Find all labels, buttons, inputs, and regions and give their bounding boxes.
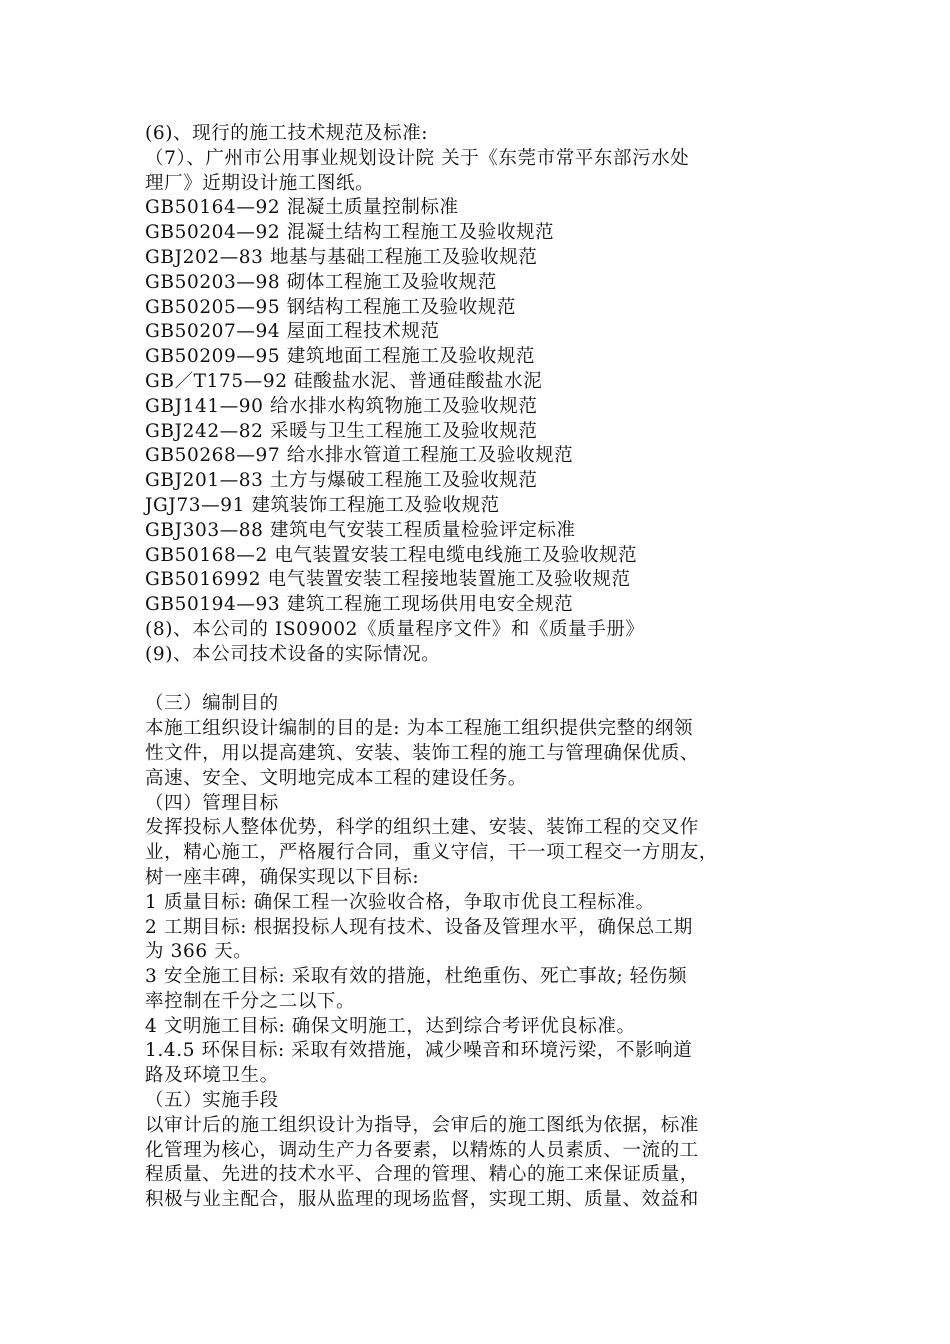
standard-line-11: GB50268—97 给水排水管道工程施工及验收规范 xyxy=(145,445,574,467)
goal-line: 4 文明施工目标: 确保文明施工，达到综合考评优良标准。 xyxy=(145,1015,636,1037)
paragraph-line: 积极与业主配合，服从监理的现场监督，实现工期、质量、效益和 xyxy=(145,1189,699,1211)
paragraph-line: 本施工组织设计编制的目的是: 为本工程施工组织提供完整的纲领 xyxy=(145,718,694,740)
standard-line-10: GBJ242—82 采暖与卫生工程施工及验收规范 xyxy=(145,420,538,442)
section-heading-5: （五）实施手段 xyxy=(145,1090,279,1112)
standard-line-5: GB50205—95 钢结构工程施工及验收规范 xyxy=(145,296,516,318)
section-heading-3: （三）编制目的 xyxy=(145,693,279,715)
document-page xyxy=(145,122,815,1213)
standard-line-16: GB5016992 电气装置安装工程接地装置施工及验收规范 xyxy=(145,569,631,591)
standard-line-1: GB50164—92 混凝土质量控制标准 xyxy=(145,197,459,219)
standard-line-7: GB50209—95 建筑地面工程施工及验收规范 xyxy=(145,346,536,368)
standard-line-15: GB50168—2 电气装置安装工程电缆电线施工及验收规范 xyxy=(145,544,638,566)
text-line-1: (6)、现行的施工技术规范及标准: xyxy=(145,123,429,144)
paragraph-line: 树一座丰碑，确保实现以下目标: xyxy=(145,866,420,888)
goal-line: 为 366 天。 xyxy=(145,941,253,963)
standard-line-2: GB50204—92 混凝土结构工程施工及验收规范 xyxy=(145,222,555,244)
standard-line-4: GB50203—98 砌体工程施工及验收规范 xyxy=(145,271,497,293)
goal-line: 率控制在千分之二以下。 xyxy=(145,990,356,1012)
standard-line-9: GBJ141—90 给水排水构筑物施工及验收规范 xyxy=(145,395,538,417)
paragraph-line: 化管理为核心，调动生产力各要素，以精炼的人员素质、一流的工 xyxy=(145,1139,699,1161)
paragraph-line: 业，精心施工，严格履行合同，重义守信，干一项工程交一方朋友， xyxy=(145,842,719,864)
blank-line xyxy=(145,668,815,693)
goal-line: 路及环境卫生。 xyxy=(145,1065,279,1087)
text-line-9: (9)、本公司技术设备的实际情况。 xyxy=(145,643,441,665)
section-heading-4: （四）管理目标 xyxy=(145,792,279,814)
text-line-2: （7）、广州市公用事业规划设计院 关于《东莞市常平东部污水处 xyxy=(145,147,690,169)
standard-line-13: JGJ73—91 建筑装饰工程施工及验收规范 xyxy=(145,494,500,516)
paragraph-line: 程质量、先进的技术水平、合理的管理、精心的施工来保证质量， xyxy=(145,1164,699,1186)
text-line-8: (8)、本公司的 IS09002《质量程序文件》和《质量手册》 xyxy=(145,618,645,640)
goal-line: 3 安全施工目标: 采取有效的措施，杜绝重伤、死亡事故; 轻伤频 xyxy=(145,966,688,988)
goal-line: 2 工期目标: 根据投标人现有技术、设备及管理水平，确保总工期 xyxy=(145,916,693,938)
text-line-3: 理厂》近期设计施工图纸。 xyxy=(145,172,375,194)
standard-line-14: GBJ303—88 建筑电气安装工程质量检验评定标准 xyxy=(145,519,576,541)
standard-line-6: GB50207—94 屋面工程技术规范 xyxy=(145,321,440,343)
goal-line: 1 质量目标: 确保工程一次验收合格，争取市优良工程标准。 xyxy=(145,891,655,913)
standard-line-3: GBJ202—83 地基与基础工程施工及验收规范 xyxy=(145,246,538,268)
paragraph-line: 发挥投标人整体优势，科学的组织土建、安装、装饰工程的交叉作 xyxy=(145,817,699,839)
paragraph-line: 性文件，用以提高建筑、安装、装饰工程的施工与管理确保优质、 xyxy=(145,742,699,764)
standard-line-17: GB50194—93 建筑工程施工现场供用电安全规范 xyxy=(145,594,574,616)
goal-line: 1.4.5 环保目标: 采取有效措施，减少噪音和环境污梁，不影响道 xyxy=(145,1040,693,1062)
standard-line-12: GBJ201—83 土方与爆破工程施工及验收规范 xyxy=(145,470,538,492)
paragraph-line: 高速、安全、文明地完成本工程的建设任务。 xyxy=(145,767,528,789)
standard-line-8: GB／T175—92 硅酸盐水泥、普通硅酸盐水泥 xyxy=(145,370,543,392)
paragraph-line: 以审计后的施工组织设计为指导，会审后的施工图纸为依据，标准 xyxy=(145,1114,699,1136)
